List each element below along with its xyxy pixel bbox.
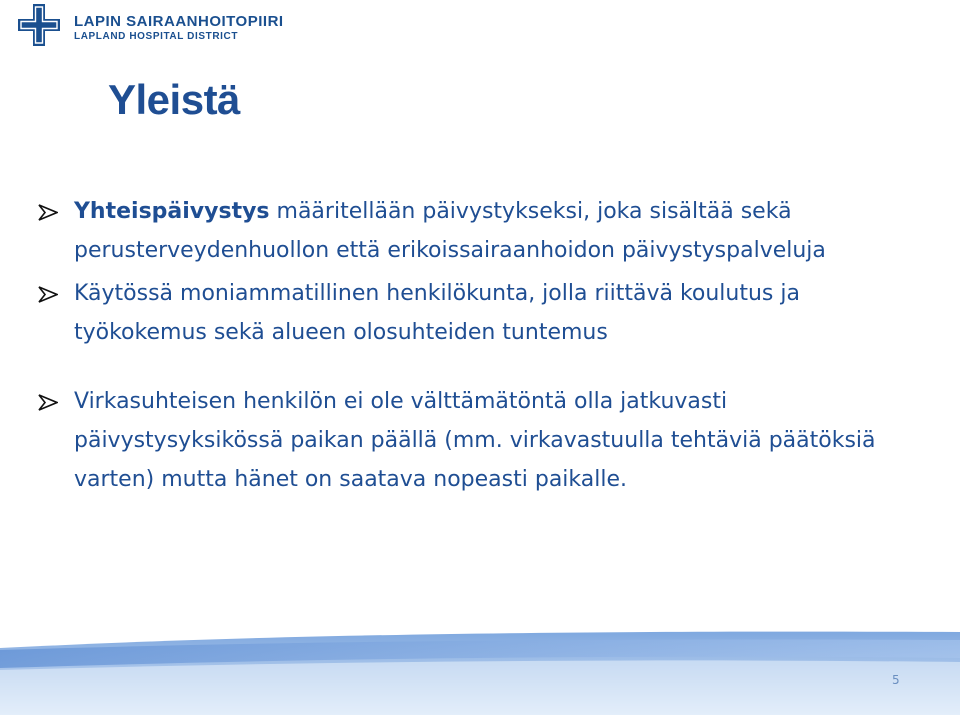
bullet-item	[38, 274, 918, 352]
page-number: 5	[892, 673, 900, 687]
arrow-bullet-icon	[38, 286, 58, 303]
arrow-bullet-icon	[38, 394, 58, 411]
slide-title: Yleistä	[108, 76, 240, 123]
logo-text	[74, 13, 284, 43]
bullet-item	[38, 382, 918, 499]
arrow-bullet-icon	[38, 204, 58, 221]
bullet-list	[38, 192, 918, 499]
bullet-text: Virkasuhteisen henkilön ei ole välttämätöntä olla jatkuvasti päivystysyksikössä paikan päällä (mm. virkavastuulla tehtäviä päätöksiä varten) mutta hänet on saatava nopeasti paikalle.	[74, 389, 876, 492]
footer-wave	[0, 628, 960, 715]
hospital-logo	[18, 4, 318, 50]
cross-logo-icon	[18, 4, 60, 46]
bullet-keyword: Yhteispäivystys	[74, 199, 270, 224]
bullet-item	[38, 192, 918, 270]
logo-name: LAPIN SAIRAANHOITOPIIRI	[74, 13, 284, 30]
logo-subtitle: LAPLAND HOSPITAL DISTRICT	[74, 31, 239, 42]
bullet-text: Käytössä moniammatillinen henkilökunta, jolla riittävä koulutus ja työkokemus sekä alueen olosuhteiden tuntemus	[74, 281, 800, 345]
bullet-text: määritellään päivystykseksi, joka sisältää sekä perusterveydenhuollon että erikoissairaanhoidon päivystyspalveluja	[74, 199, 826, 263]
